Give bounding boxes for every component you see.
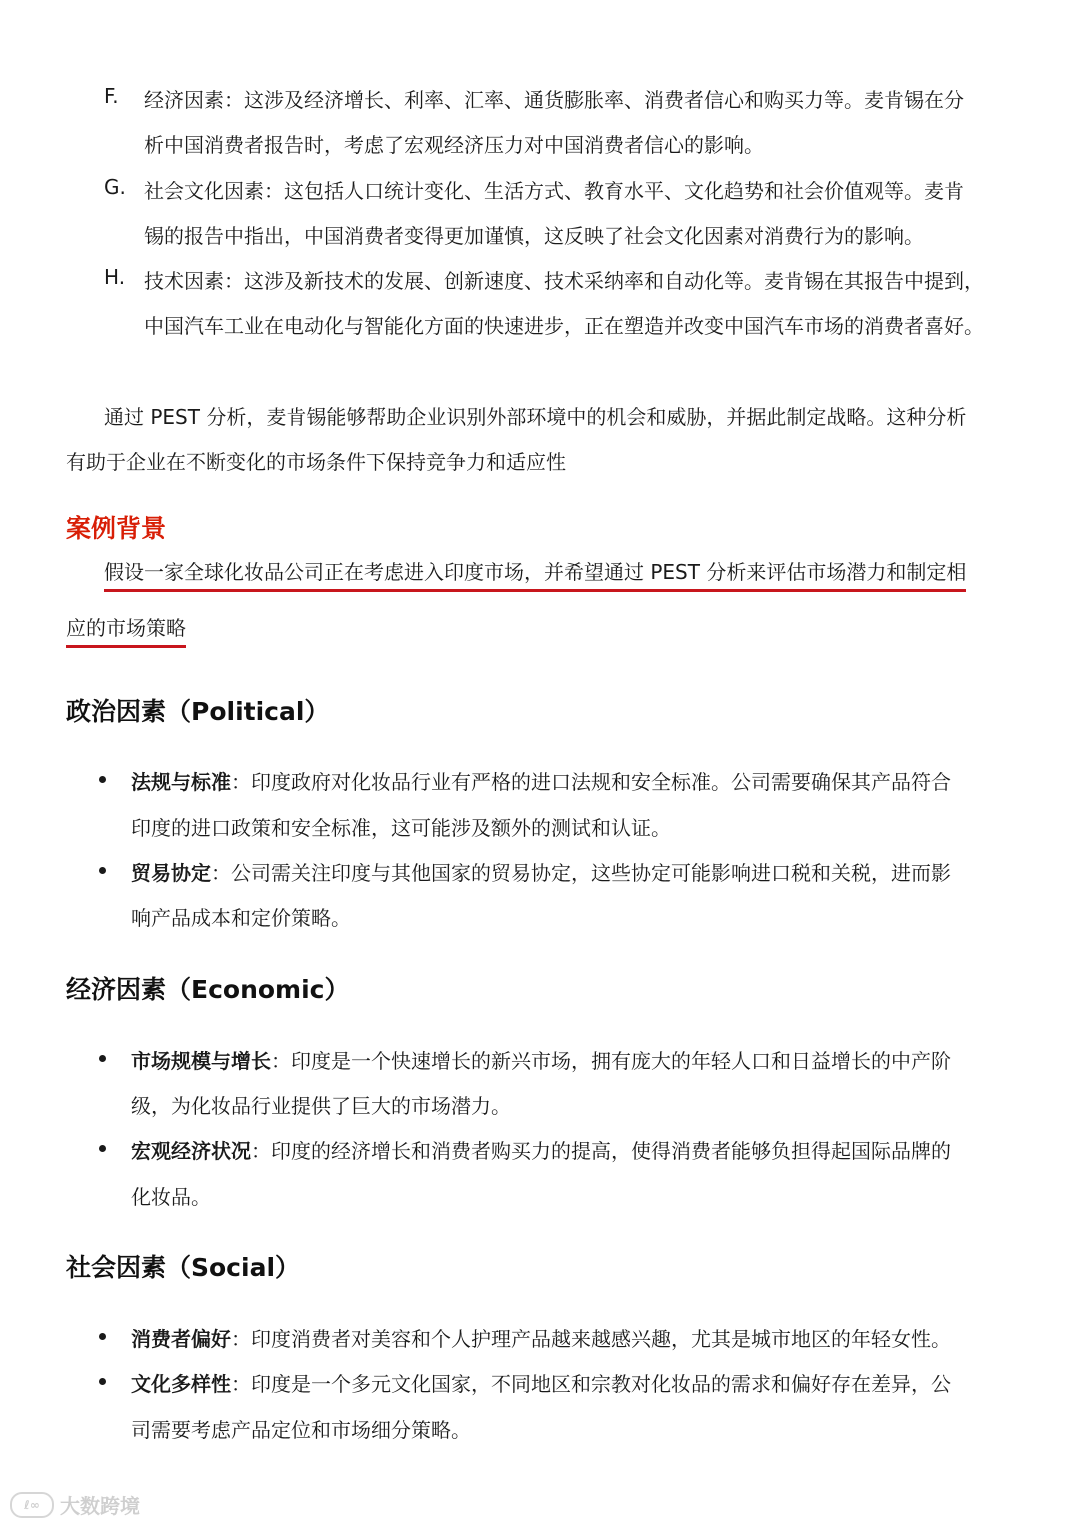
- list-marker-h: H.: [104, 265, 126, 289]
- list-item-h-line2: 中国汽车工业在电动化与智能化方面的快速进步，正在塑造并改变中国汽车市场的消费者喜好。: [144, 314, 984, 338]
- case-title: 案例背景: [66, 514, 167, 543]
- economic-item-1-line1: 市场规模与增长：印度是一个快速增长的新兴市场，拥有庞大的年轻人口和日益增长的中产阶: [131, 1049, 951, 1073]
- term-regulations: 法规与标准: [131, 770, 231, 794]
- list-marker-g: G.: [104, 175, 126, 199]
- summary-line2: 有助于企业在不断变化的市场条件下保持竞争力和适应性: [66, 450, 566, 474]
- list-item-h-line1: 技术因素：这涉及新技术的发展、创新速度、技术采纳率和自动化等。麦肯锡在其报告中提到，: [144, 269, 984, 293]
- section-heading-social: 社会因素（Social）: [66, 1253, 301, 1282]
- economic-item-2-line2: 化妆品。: [131, 1185, 211, 1209]
- social-item-1-line1: 消费者偏好：印度消费者对美容和个人护理产品越来越感兴趣，尤其是城市地区的年轻女性。: [131, 1327, 951, 1351]
- political-item-1-line1: 法规与标准：印度政府对化妆品行业有严格的进口法规和安全标准。公司需要确保其产品符合: [131, 770, 951, 794]
- bullet-dot: [99, 1333, 106, 1340]
- watermark-logo-icon: ℓ∞: [10, 1492, 54, 1518]
- watermark-text: 大数跨境: [60, 1494, 140, 1518]
- bullet-dot: [99, 1145, 106, 1152]
- bullet-dot: [99, 1378, 106, 1385]
- political-item-1-line2: 印度的进口政策和安全标准，这可能涉及额外的测试和认证。: [131, 816, 671, 840]
- term-market-size: 市场规模与增长: [131, 1049, 271, 1073]
- social-item-2-line1: 文化多样性：印度是一个多元文化国家，不同地区和宗教对化妆品的需求和偏好存在差异，公: [131, 1372, 951, 1396]
- list-item-g-line2: 锡的报告中指出，中国消费者变得更加谨慎，这反映了社会文化因素对消费行为的影响。: [144, 224, 924, 248]
- bullet-dot: [99, 867, 106, 874]
- bullet-dot: [99, 776, 106, 783]
- summary-line1: 通过 PEST 分析，麦肯锡能够帮助企业识别外部环境中的机会和威胁，并据此制定战略。这种分析: [104, 405, 967, 429]
- bullet-dot: [99, 1055, 106, 1062]
- list-item-g-line1: 社会文化因素：这包括人口统计变化、生活方式、教育水平、文化趋势和社会价值观等。麦肯: [144, 179, 964, 203]
- section-heading-political: 政治因素（Political）: [66, 697, 330, 726]
- section-heading-economic: 经济因素（Economic）: [66, 975, 350, 1004]
- term-macro-economy: 宏观经济状况: [131, 1139, 251, 1163]
- term-consumer-preference: 消费者偏好: [131, 1327, 231, 1351]
- economic-item-2-line1: 宏观经济状况：印度的经济增长和消费者购买力的提高，使得消费者能够负担得起国际品牌的: [131, 1139, 951, 1163]
- watermark: [10, 1490, 140, 1519]
- political-item-2-line1: 贸易协定：公司需关注印度与其他国家的贸易协定，这些协定可能影响进口税和关税，进而影: [131, 861, 951, 885]
- economic-item-1-line2: 级，为化妆品行业提供了巨大的市场潜力。: [131, 1094, 511, 1118]
- case-line2: 应的市场策略: [66, 612, 186, 648]
- case-line1: 假设一家全球化妆品公司正在考虑进入印度市场，并希望通过 PEST 分析来评估市场潜力和制定相: [104, 556, 966, 592]
- list-item-f-line2: 析中国消费者报告时，考虑了宏观经济压力对中国消费者信心的影响。: [144, 133, 764, 157]
- list-item-f-line1: 经济因素：这涉及经济增长、利率、汇率、通货膨胀率、消费者信心和购买力等。麦肯锡在分: [144, 88, 964, 112]
- list-marker-f: F.: [104, 84, 119, 108]
- term-trade-agreements: 贸易协定: [131, 861, 211, 885]
- term-cultural-diversity: 文化多样性: [131, 1372, 231, 1396]
- political-item-2-line2: 响产品成本和定价策略。: [131, 906, 351, 930]
- social-item-2-line2: 司需要考虑产品定位和市场细分策略。: [131, 1418, 471, 1442]
